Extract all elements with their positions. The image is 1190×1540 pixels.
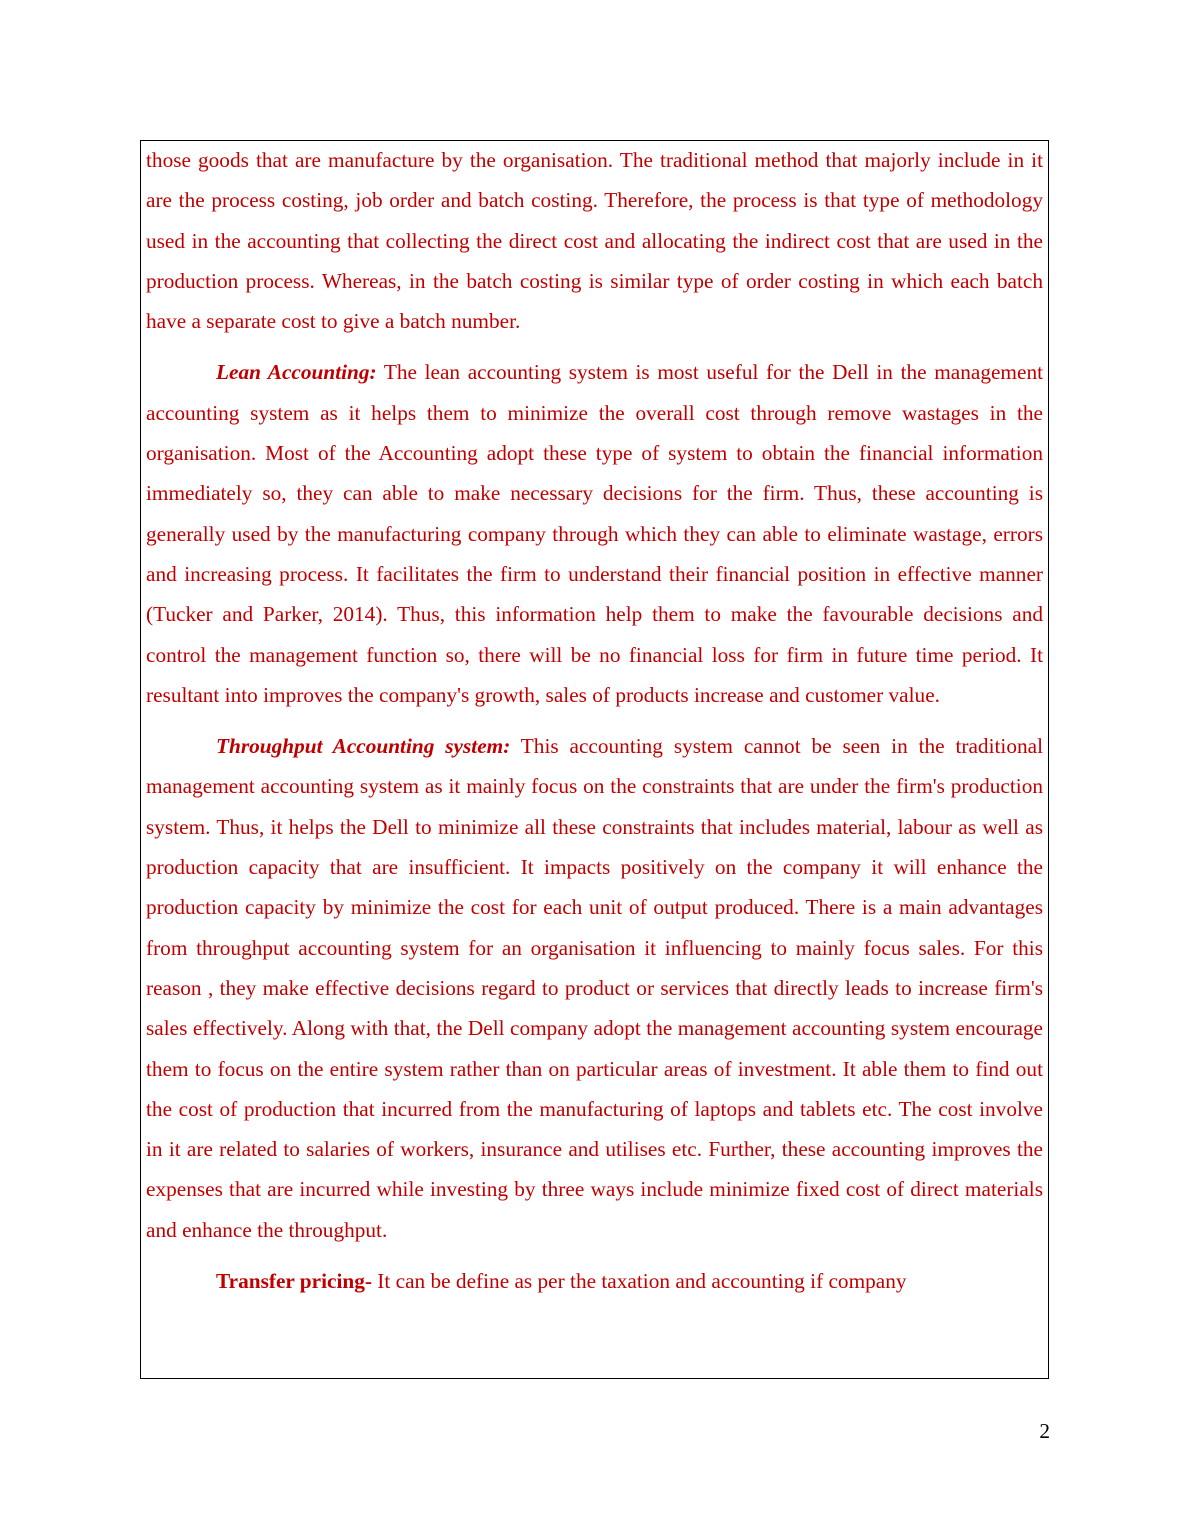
transfer-pricing-heading: Transfer pricing- [216,1269,372,1294]
paragraph-body: It can be define as per the taxation and accounting if company [371,1269,907,1294]
page-number: 2 [1039,1419,1050,1443]
paragraph-transfer-pricing [146,1261,1043,1301]
paragraph-body: those goods that are manufacture by the organisation. The traditional method that majorly include in it are the process costing, job order and batch costing. Therefore, the process is that type of methodology used in the accounting that collecting the direct cost and allocating the indirect cost that are used in the production process. Whereas, in the batch costing is similar type of order costing in which each batch have a separate cost to give a batch number. [146,148,1043,334]
paragraph-body: The lean accounting system is most useful for the Dell in the management accounting system as it helps them to minimize the overall cost through remove wastages in the organisation. Most of the Accounting adopt these type of system to obtain the financial information immediately so, they can able to make necessary decisions for the firm. Thus, these accounting is generally used by the manufacturing company through which they can able to eliminate wastage, errors and increasing process. It facilitates the firm to understand their financial position in effective manner (Tucker and Parker, 2014). Thus, this information help them to make the favourable decisions and control the management function so, there will be no financial loss for firm in future time period. It resultant into improves the company's growth, sales of products increase and customer value. [146,360,1044,707]
lean-accounting-heading: Lean Accounting: [216,360,377,385]
paragraph-lean-accounting [146,352,1043,715]
paragraph-throughput-accounting [146,726,1043,1250]
paragraph-traditional-methods [146,140,1043,341]
throughput-accounting-heading: Throughput Accounting system: [216,734,511,759]
paragraph-body: This accounting system cannot be seen in the traditional management accounting system as it mainly focus on the constraints that are under the firm's production system. Thus, it helps the Dell to minimize all these constraints that includes material, labour as well as production capacity that are insufficient. It impacts positively on the company it will enhance the production capacity by minimize the cost for each unit of output produced. There is a main advantages from throughput accounting system for an organisation it influencing to mainly focus sales. For this reason , they make effective decisions regard to product or services that directly leads to increase firm's sales effectively. Along with that, the Dell company adopt the management accounting system encourage them to focus on the entire system rather than on particular areas of investment. It able them to find out the cost of production that incurred from the manufacturing of laptops and tablets etc. The cost involve in it are related to salaries of workers, insurance and utilises etc. Further, these accounting improves the expenses that are incurred while investing by three ways include minimize fixed cost of direct materials and enhance the throughput. [146,734,1043,1242]
text-frame [140,140,1049,1379]
